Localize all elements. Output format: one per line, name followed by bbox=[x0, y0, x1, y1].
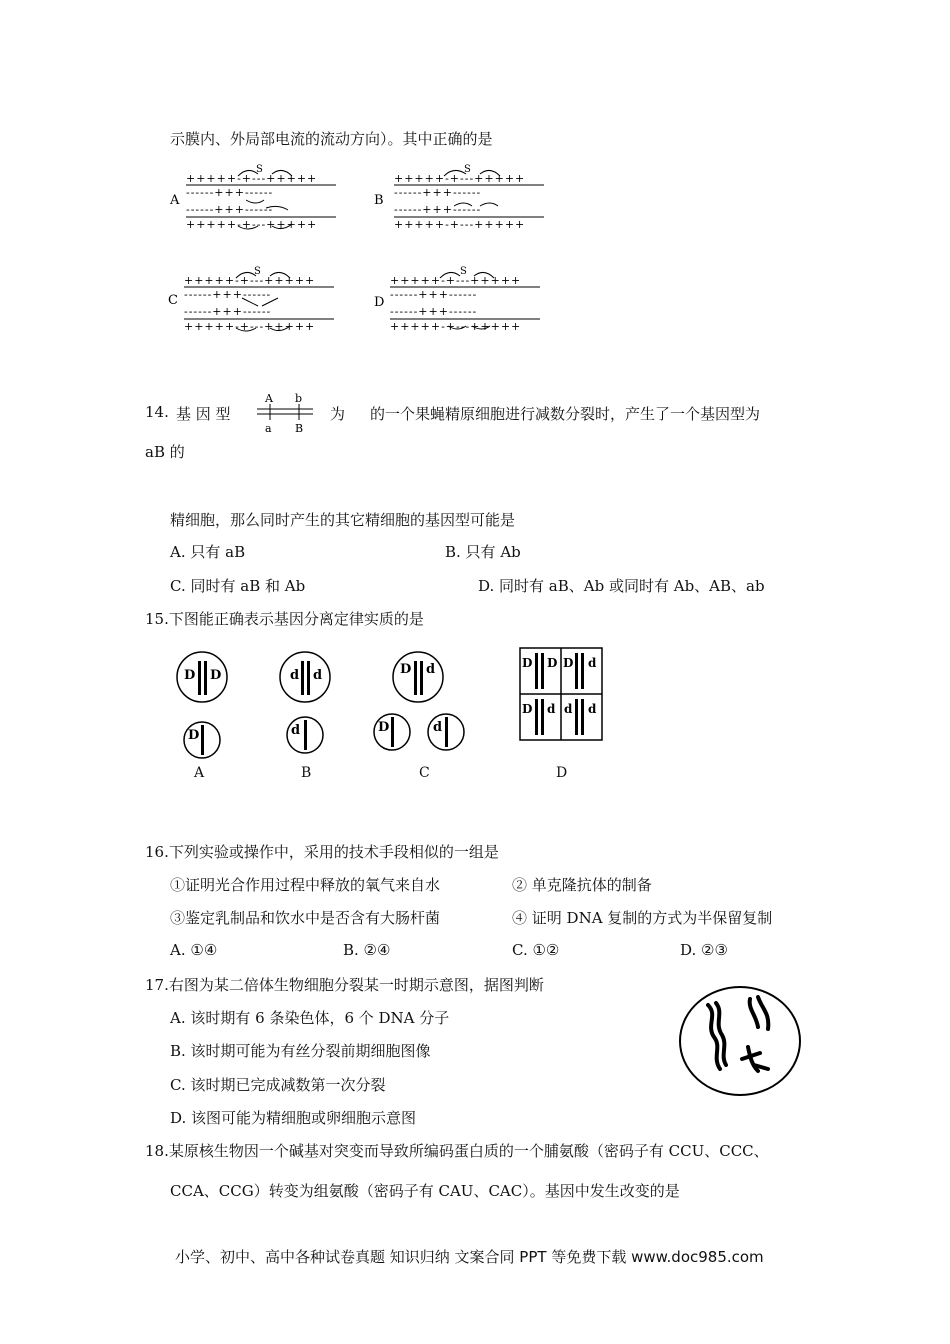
q15-label-d: D bbox=[556, 765, 568, 781]
q16-item-4: ④ 证明 DNA 复制的方式为半保留复制 bbox=[512, 909, 773, 927]
q17-option-c: C. 该时期已完成减数第一次分裂 bbox=[170, 1076, 386, 1094]
q16-option-b: B. ②④ bbox=[343, 941, 391, 959]
q14-option-d: D. 同时有 aB、Ab 或同时有 Ab、AB、ab bbox=[478, 577, 765, 595]
q14-text: 的一个果蝇精原细胞进行减数分裂时，产生了一个基因型为 bbox=[370, 405, 761, 423]
q15-label-a: A bbox=[194, 765, 205, 781]
svg-text:+++++-+---+++++: +++++-+---+++++ bbox=[394, 172, 526, 185]
q13-s-mark: S bbox=[256, 164, 263, 175]
svg-text:+++++-+---+++++: +++++-+---+++++ bbox=[390, 274, 522, 287]
allele-b-lower: b bbox=[295, 392, 303, 405]
q13-s-mark: S bbox=[254, 266, 261, 277]
svg-text:------+++------: ------+++------ bbox=[390, 288, 478, 301]
q15-figure-b bbox=[280, 652, 330, 753]
q16-option-c: C. ①② bbox=[512, 941, 560, 959]
q14-text-2: aB 的 bbox=[145, 443, 185, 461]
svg-text:d: d bbox=[588, 702, 597, 716]
svg-text:D: D bbox=[522, 656, 533, 670]
q15-figure-c bbox=[374, 652, 464, 750]
q13-option-a bbox=[168, 160, 343, 236]
svg-text:D: D bbox=[210, 668, 222, 683]
svg-text:+++++-+---+++++: +++++-+---+++++ bbox=[186, 218, 318, 231]
svg-text:d: d bbox=[433, 720, 443, 735]
svg-text:+++++-+---+++++: +++++-+---+++++ bbox=[184, 320, 316, 333]
q14-number: 14. bbox=[145, 403, 169, 421]
q14-text-3: 精细胞，那么同时产生的其它精细胞的基因型可能是 bbox=[170, 511, 516, 529]
svg-text:D: D bbox=[400, 662, 412, 677]
svg-text:+++++-+---+++++: +++++-+---+++++ bbox=[184, 274, 316, 287]
svg-text:------+++------: ------+++------ bbox=[184, 305, 272, 318]
q18-line-2: CCA、CCG）转变为组氨酸（密码子有 CAU、CAC）。基因中发生改变的是 bbox=[170, 1182, 680, 1200]
svg-text:------+++------: ------+++------ bbox=[390, 305, 478, 318]
q17-option-b: B. 该时期可能为有丝分裂前期细胞图像 bbox=[170, 1042, 431, 1060]
q14-option-b: B. 只有 Ab bbox=[445, 543, 521, 561]
q16-option-a: A. ①④ bbox=[170, 941, 218, 959]
svg-text:+++++-+---+++++: +++++-+---+++++ bbox=[186, 172, 318, 185]
page-footer: 小学、初中、高中各种试卷真题 知识归纳 文案合同 PPT 等免费下载 www.doc985.com bbox=[175, 1248, 764, 1266]
q15-figure bbox=[170, 645, 610, 794]
svg-text:------+++------: ------+++------ bbox=[186, 186, 274, 199]
q13-text: 示膜内、外局部电流的流动方向）。其中正确的是 bbox=[170, 130, 493, 148]
q13-option-b bbox=[372, 160, 552, 236]
q13-option-a-label: A bbox=[170, 193, 180, 208]
svg-text:D: D bbox=[522, 702, 533, 716]
q17-stem: 17.右图为某二倍体生物细胞分裂某一时期示意图，据图判断 bbox=[145, 976, 544, 994]
svg-text:------+++------: ------+++------ bbox=[394, 186, 482, 199]
q16-item-1: ①证明光合作用过程中释放的氧气来自水 bbox=[170, 876, 441, 894]
svg-text:+++++-+---+++++: +++++-+---+++++ bbox=[394, 218, 526, 231]
q17-cell-diagram bbox=[678, 985, 808, 1104]
q13-option-b-label: B bbox=[374, 193, 384, 208]
q14-option-a: A. 只有 aB bbox=[170, 543, 246, 561]
q17-option-d: D. 该图可能为精细胞或卵细胞示意图 bbox=[170, 1109, 417, 1127]
svg-text:D: D bbox=[184, 668, 196, 683]
svg-text:d: d bbox=[588, 656, 597, 670]
svg-text:D: D bbox=[563, 656, 574, 670]
svg-text:D: D bbox=[378, 720, 390, 735]
q14-prefix: 基 因 型 bbox=[176, 405, 231, 423]
q15-label-c: C bbox=[419, 765, 430, 781]
svg-text:d: d bbox=[313, 668, 323, 683]
q15-figure-d bbox=[520, 648, 602, 740]
q16-stem: 16.下列实验或操作中，采用的技术手段相似的一组是 bbox=[145, 843, 499, 861]
q16-option-d: D. ②③ bbox=[680, 941, 728, 959]
q14-option-c: C. 同时有 aB 和 Ab bbox=[170, 577, 306, 595]
svg-text:------+++------: ------+++------ bbox=[186, 203, 274, 216]
svg-text:d: d bbox=[426, 662, 436, 677]
q14-genotype-diagram bbox=[255, 390, 317, 440]
svg-text:d: d bbox=[547, 702, 556, 716]
q13-option-c bbox=[166, 262, 341, 338]
q13-option-c-label: C bbox=[168, 293, 178, 308]
q13-s-mark: S bbox=[460, 266, 467, 277]
svg-text:d: d bbox=[564, 702, 573, 716]
q18-line-1: 18.某原核生物因一个碱基对突变而导致所编码蛋白质的一个脯氨酸（密码子有 CCU、CCC、 bbox=[145, 1142, 769, 1160]
svg-text:------+++------: ------+++------ bbox=[394, 203, 482, 216]
allele-b-upper: B bbox=[295, 422, 304, 435]
q14-middle: 为 bbox=[330, 405, 346, 423]
allele-a-lower: a bbox=[265, 422, 272, 435]
q13-option-d bbox=[372, 262, 552, 338]
q13-s-mark: S bbox=[464, 164, 471, 175]
q13-option-d-label: D bbox=[374, 295, 385, 310]
q15-stem: 15.下图能正确表示基因分离定律实质的是 bbox=[145, 610, 424, 628]
svg-text:------+++------: ------+++------ bbox=[184, 288, 272, 301]
svg-text:+++++-+---+++++: +++++-+---+++++ bbox=[390, 320, 522, 333]
q17-option-a: A. 该时期有 6 条染色体，6 个 DNA 分子 bbox=[170, 1009, 450, 1027]
svg-text:D: D bbox=[188, 728, 200, 743]
svg-text:d: d bbox=[291, 723, 301, 738]
q16-item-3: ③鉴定乳制品和饮水中是否含有大肠杆菌 bbox=[170, 909, 441, 927]
q16-item-2: ② 单克隆抗体的制备 bbox=[512, 876, 652, 894]
svg-text:d: d bbox=[290, 668, 300, 683]
q15-label-b: B bbox=[301, 765, 312, 781]
svg-text:D: D bbox=[547, 656, 558, 670]
allele-a-upper: A bbox=[265, 392, 273, 405]
q15-figure-a bbox=[177, 652, 227, 758]
